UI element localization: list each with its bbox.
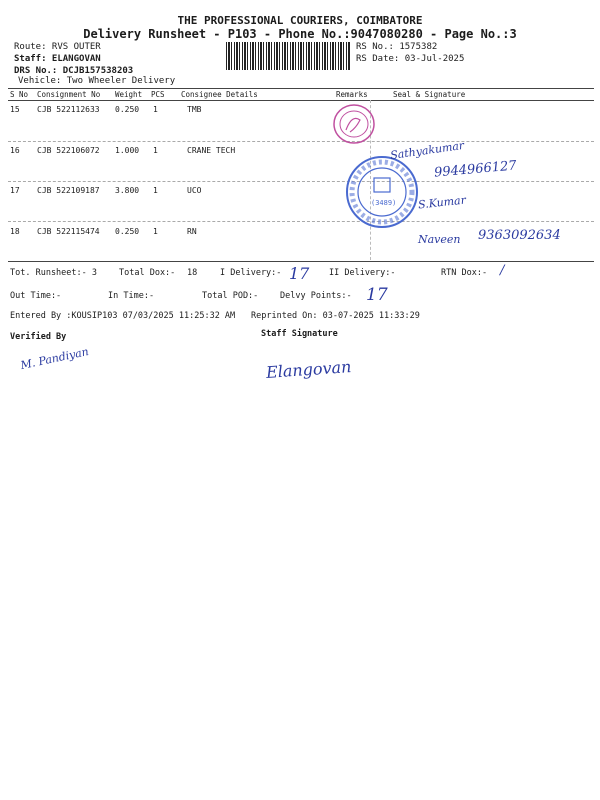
vehicle-label: Vehicle: Two Wheeler Delivery <box>18 76 176 86</box>
table-top-rule <box>8 88 594 89</box>
total-dox-label: Total Dox:- <box>119 268 176 278</box>
rs-date: RS Date: 03-Jul-2025 <box>356 54 465 64</box>
row16-signature: Sathyakumar <box>389 138 465 163</box>
row-consignee: TMB <box>187 105 202 114</box>
row-divider <box>8 181 594 182</box>
total-pod-label: Total POD:- <box>202 291 259 301</box>
row-sno: 18 <box>10 227 20 236</box>
row-weight: 0.250 <box>115 227 140 236</box>
route-label: Route: RVS OUTER <box>14 42 101 52</box>
row-sno: 16 <box>10 146 20 155</box>
row18-signature: Naveen <box>418 233 461 246</box>
row-sno: 15 <box>10 105 20 114</box>
rs-number: RS No.: 1575382 <box>356 42 438 52</box>
row-pcs: 1 <box>153 227 158 236</box>
row18-phone: 9363092634 <box>478 228 561 243</box>
table-header-rule <box>8 100 594 101</box>
staff-signature: Elangovan <box>265 357 352 382</box>
row-divider <box>8 221 594 222</box>
col-header-pcs: PCS <box>151 90 165 99</box>
delvy-points-label: Delvy Points:- <box>280 291 352 301</box>
staff-signature-label: Staff Signature <box>261 329 338 339</box>
row-divider <box>8 141 594 142</box>
i-delivery-label: I Delivery:- <box>220 268 282 278</box>
row-consignment: CJB 522112633 <box>37 105 100 114</box>
row-consignment: CJB 522106072 <box>37 146 100 155</box>
rtn-dox-label: RTN Dox:- <box>441 268 488 278</box>
runsheet-title: Delivery Runsheet - P103 - Phone No.:9047080280 - Page No.:3 <box>83 27 517 41</box>
row-consignee: CRANE TECH <box>187 146 236 155</box>
company-seal-icon <box>344 154 420 230</box>
drs-number: DRS No.: DCJB157538203 <box>14 66 134 76</box>
row-pcs: 1 <box>153 105 158 114</box>
row-consignee: UCO <box>187 186 202 195</box>
verified-by-label: Verified By <box>10 332 67 342</box>
ii-delivery-label: II Delivery:- <box>329 268 396 278</box>
remarks-stamp-icon <box>330 102 378 146</box>
i-delivery-value: 17 <box>289 264 310 283</box>
row-weight: 0.250 <box>115 105 140 114</box>
col-header-sno: S No <box>10 90 29 99</box>
in-time-label: In Time:- <box>108 291 155 301</box>
row-consignment: CJB 522109187 <box>37 186 100 195</box>
total-dox-value: 18 <box>187 268 198 278</box>
row-weight: 3.800 <box>115 186 140 195</box>
company-title: THE PROFESSIONAL COURIERS, COIMBATORE <box>177 14 423 27</box>
row16-phone: 9944966127 <box>433 158 518 181</box>
rtn-dox-mark: / <box>500 263 505 278</box>
row-weight: 1.000 <box>115 146 140 155</box>
row-sno: 17 <box>10 186 20 195</box>
row17-signature: S.Kumar <box>417 193 467 212</box>
col-header-weight: Weight <box>115 90 143 99</box>
row-pcs: 1 <box>153 146 158 155</box>
col-header-consignment: Consignment No <box>37 90 101 99</box>
col-header-seal: Seal & Signature <box>393 90 466 99</box>
reprinted-on: Reprinted On: 03-07-2025 11:33:29 <box>251 311 420 321</box>
table-bottom-rule <box>8 261 594 262</box>
delvy-points-value: 17 <box>366 285 388 305</box>
out-time-label: Out Time:- <box>10 291 62 301</box>
row-consignment: CJB 522115474 <box>37 227 100 236</box>
barcode <box>226 42 350 70</box>
staff-label: Staff: ELANGOVAN <box>14 54 101 64</box>
row-consignee: RN <box>187 227 197 236</box>
row-pcs: 1 <box>153 186 158 195</box>
col-header-consignee: Consignee Details <box>181 90 258 99</box>
tot-runsheet: Tot. Runsheet:- 3 <box>10 268 97 278</box>
verified-signature: M. Pandiyan <box>19 344 90 373</box>
seal-code: (3489) <box>371 199 397 207</box>
col-header-remarks: Remarks <box>336 90 368 99</box>
entered-by: Entered By :KOUSIP103 07/03/2025 11:25:32 AM <box>10 311 236 321</box>
